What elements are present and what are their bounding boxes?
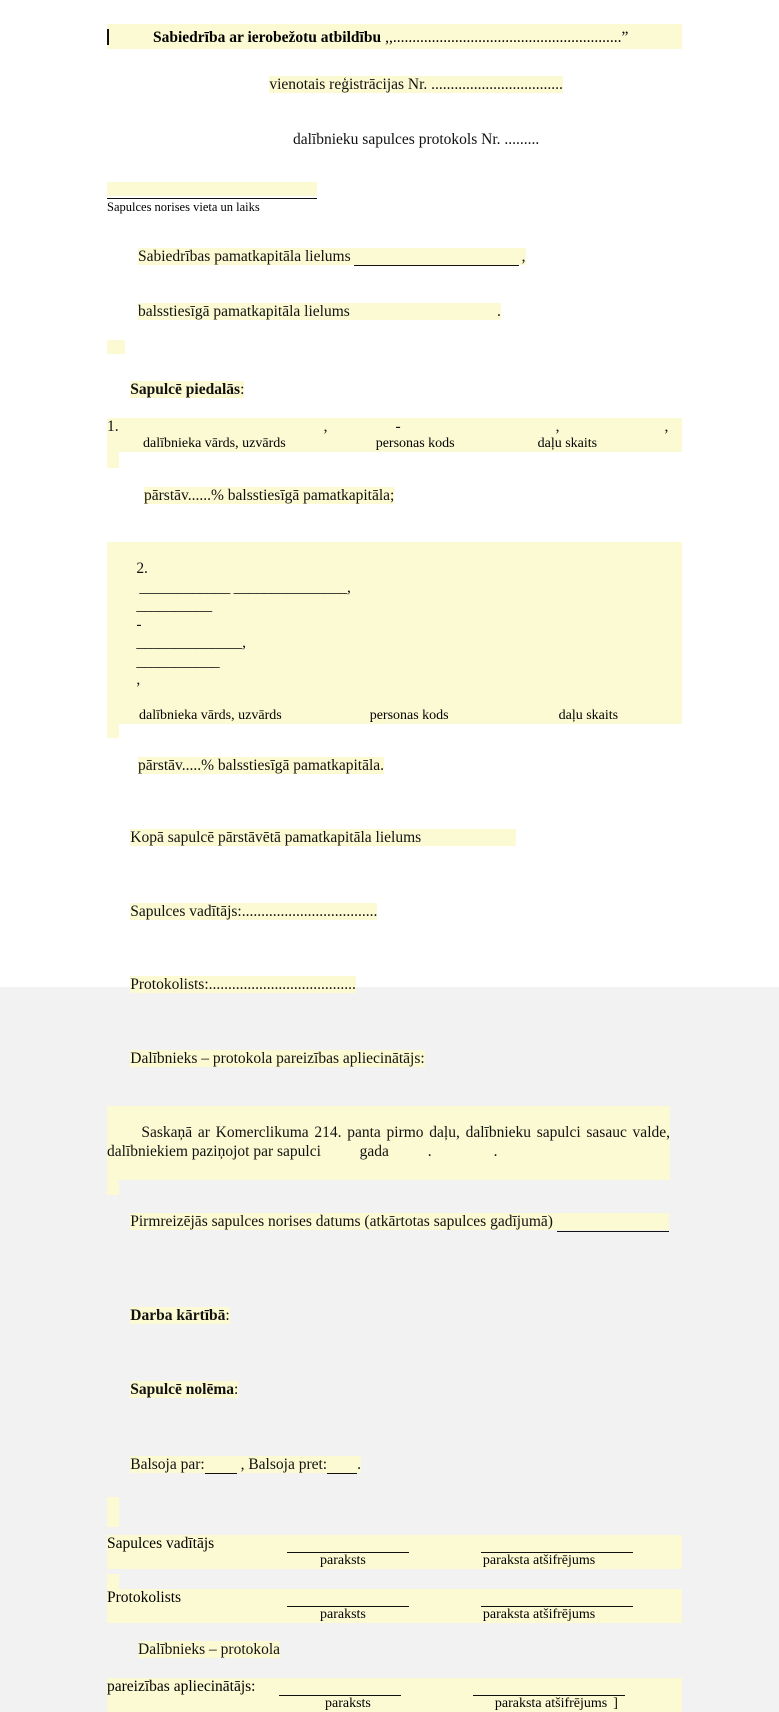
- verifier-line: Dalībnieks – protokola pareizības apliecinātājs:: [130, 1050, 424, 1067]
- participant-1-captions: [107, 436, 682, 452]
- vote-separator: ,: [237, 1456, 249, 1473]
- registration-number-line: vienotais reģistrācijas Nr. ..................................: [269, 76, 563, 93]
- participant-1-caption-shares: daļu skaits: [538, 436, 598, 452]
- pre-signature-spacer-highlight: [107, 1497, 119, 1527]
- participant-1-comma-2: ,: [556, 418, 560, 437]
- signature-caption-paraksts-secretary: paraksts: [320, 1607, 366, 1623]
- bracket-close-icon: ]: [613, 1696, 618, 1712]
- participant-2-comma-1: ,: [347, 579, 351, 596]
- participant-2-percent-row: [107, 738, 682, 794]
- participant-2-caption-shares: daļu skaits: [559, 708, 619, 724]
- protocol-line-wrap: [107, 113, 682, 169]
- signature-block-chair: [107, 1535, 682, 1569]
- participant-1-comma-3: ,: [665, 418, 669, 437]
- verifier-label-part-1: Dalībnieks – protokola: [138, 1641, 280, 1658]
- capital-line-2: [107, 285, 682, 341]
- company-quote-open: ,,: [385, 28, 393, 47]
- signature-caption-transcript-secretary: paraksta atšifrējums: [483, 1607, 595, 1623]
- capital-trailing-highlight: [107, 340, 125, 354]
- signature-captions-secretary: [107, 1607, 682, 1623]
- between-signatures-highlight: [107, 1574, 119, 1589]
- participant-1-comma-1: ,: [324, 418, 328, 437]
- capital-label-1: Sabiedrības pamatkapitāla lielums: [138, 248, 351, 265]
- participants-heading-colon: :: [240, 381, 244, 398]
- company-type-label: Sabiedrība ar ierobežotu atbildību: [153, 28, 381, 47]
- participant-1-number: 1.: [107, 418, 119, 437]
- participant-item-2: [107, 542, 682, 794]
- signature-blank-secretary: [287, 1592, 409, 1607]
- agenda-order-row: [107, 1288, 682, 1344]
- venue-caption: Sapulces norises vieta un laiks: [107, 199, 682, 215]
- participant-2-captions: [107, 708, 682, 724]
- legal-gap-1: [321, 1143, 360, 1160]
- legal-gap-2: [389, 1143, 428, 1160]
- participant-1-percent-row: [107, 468, 682, 524]
- company-quote-close: ”: [621, 28, 628, 47]
- vote-for-blank: [205, 1459, 237, 1474]
- registration-line-wrap: [107, 57, 682, 113]
- participant-2-caption-name: dalībnieka vārds, uzvārds: [139, 708, 282, 724]
- legal-paragraph: [107, 1106, 670, 1180]
- agenda-order-heading: Darba kārtībā: [130, 1307, 225, 1324]
- signature-blank-verifier: [279, 1681, 401, 1696]
- signature-caption-paraksts-chair: paraksts: [320, 1553, 366, 1569]
- signature-label-chair: Sapulces vadītājs: [107, 1535, 287, 1553]
- participant-1-percent: pārstāv......% balsstiesīgā pamatkapitāla;: [144, 487, 394, 504]
- secretary-line: Protokolists:......................................: [130, 976, 356, 993]
- legal-spacer-highlight: [107, 1180, 119, 1195]
- legal-dot-2: .: [494, 1143, 498, 1160]
- capital-blank-2: [350, 303, 497, 320]
- document-body: [107, 24, 682, 1712]
- participant-1-dash: -: [396, 418, 401, 437]
- legal-dot-1: .: [428, 1143, 432, 1160]
- signature-caption-transcript-verifier: paraksta atšifrējums: [495, 1696, 607, 1712]
- participant-2-spacer-highlight: [107, 724, 119, 738]
- verifier-label-part-2: pareizības apliecinātājs:: [107, 1678, 279, 1696]
- capital-punct-2: .: [497, 303, 501, 320]
- signature-label-secretary: Protokolists: [107, 1589, 287, 1607]
- vote-period: .: [357, 1456, 361, 1473]
- company-name-dots: ...........................................................: [393, 28, 622, 47]
- capital-punct-1: ,: [522, 248, 526, 265]
- participant-2-comma-3: ,: [136, 671, 140, 688]
- participant-2-fields: [107, 542, 682, 709]
- agenda-order-colon: :: [225, 1307, 229, 1324]
- participant-2-caption-code: personas kods: [370, 708, 449, 724]
- agenda-decision-colon: :: [234, 1381, 238, 1398]
- repeat-meeting-row: [107, 1195, 682, 1251]
- legal-paragraph-text: Saskaņā ar Komerclikuma 214. panta pirmo daļu, dalībnieku sapulci sasauc valde, dalībniekiem paziņojot par sapulci: [107, 1124, 674, 1160]
- participant-1-caption-name: dalībnieka vārds, uzvārds: [143, 436, 286, 452]
- signature-row-verifier: [107, 1678, 682, 1696]
- secretary-row: [107, 958, 682, 1014]
- capital-blank-1: [354, 251, 519, 266]
- participant-2-shares-blank: ___________: [136, 653, 219, 670]
- venue-blank-highlight: [107, 182, 317, 196]
- venue-block: [107, 182, 682, 215]
- chair-row: [107, 884, 682, 940]
- legal-gap-3: [432, 1143, 494, 1160]
- document-title-row: [107, 24, 682, 49]
- participant-2-percent: pārstāv.....% balsstiesīgā pamatkapitāla.: [138, 757, 384, 774]
- participant-item-1: [107, 418, 682, 524]
- legal-year-label: gada: [360, 1143, 389, 1160]
- signature-caption-transcript-chair: paraksta atšifrējums: [483, 1553, 595, 1569]
- participants-heading: Sapulcē piedalās: [130, 381, 240, 398]
- signature-block-secretary: [107, 1589, 682, 1623]
- capital-line-1: [107, 229, 682, 285]
- bracket-open-icon: [107, 29, 113, 45]
- participant-1-fields: [107, 418, 682, 437]
- agenda-decision-heading: Sapulcē nolēma: [130, 1381, 234, 1398]
- participant-1-spacer-highlight: [107, 452, 119, 468]
- total-capital-row: [107, 811, 682, 867]
- repeat-meeting-label: Pirmreizējās sapulces norises datums (atkārtotas sapulces gadījumā): [130, 1213, 553, 1230]
- signature-block-verifier: [107, 1623, 682, 1712]
- total-capital-line: Kopā sapulcē pārstāvētā pamatkapitāla lielums: [130, 829, 516, 846]
- capital-block: [107, 229, 682, 354]
- agenda-decision-row: [107, 1363, 682, 1419]
- vote-against-blank: [327, 1459, 357, 1474]
- signature-transcript-blank-verifier: [473, 1681, 625, 1696]
- repeat-meeting-blank: [557, 1217, 669, 1232]
- verifier-label-line-1: [107, 1623, 682, 1679]
- participant-2-number: 2.: [136, 560, 147, 577]
- participant-1-caption-code: personas kods: [376, 436, 455, 452]
- chair-line: Sapulces vadītājs:...................................: [130, 903, 377, 920]
- participant-2-comma-2: ,: [242, 634, 246, 651]
- signature-captions-verifier: [107, 1696, 682, 1712]
- signature-row-secretary: [107, 1589, 682, 1607]
- signature-transcript-blank-secretary: [481, 1592, 633, 1607]
- vote-row: [107, 1437, 682, 1493]
- participant-2-code-blank: __________: [136, 597, 212, 614]
- signature-transcript-blank-chair: [481, 1538, 633, 1553]
- signature-captions-chair: [107, 1553, 682, 1569]
- capital-label-2: balsstiesīgā pamatkapitāla lielums: [138, 303, 350, 320]
- signature-blank-chair: [287, 1538, 409, 1553]
- protocol-number-line: dalībnieku sapulces protokols Nr. .........: [293, 131, 539, 148]
- participant-2-code-blank-2: ______________: [136, 634, 242, 651]
- signature-caption-paraksts-verifier: paraksts: [325, 1696, 371, 1712]
- verifier-row: [107, 1031, 682, 1087]
- signature-row-chair: [107, 1535, 682, 1553]
- vote-against-label: Balsoja pret:: [248, 1456, 327, 1473]
- participant-2-name-blank: ____________ _______________: [139, 579, 347, 596]
- participant-2-dash: -: [136, 616, 141, 633]
- vote-for-label: Balsoja par:: [130, 1456, 204, 1473]
- participants-heading-row: [107, 362, 682, 418]
